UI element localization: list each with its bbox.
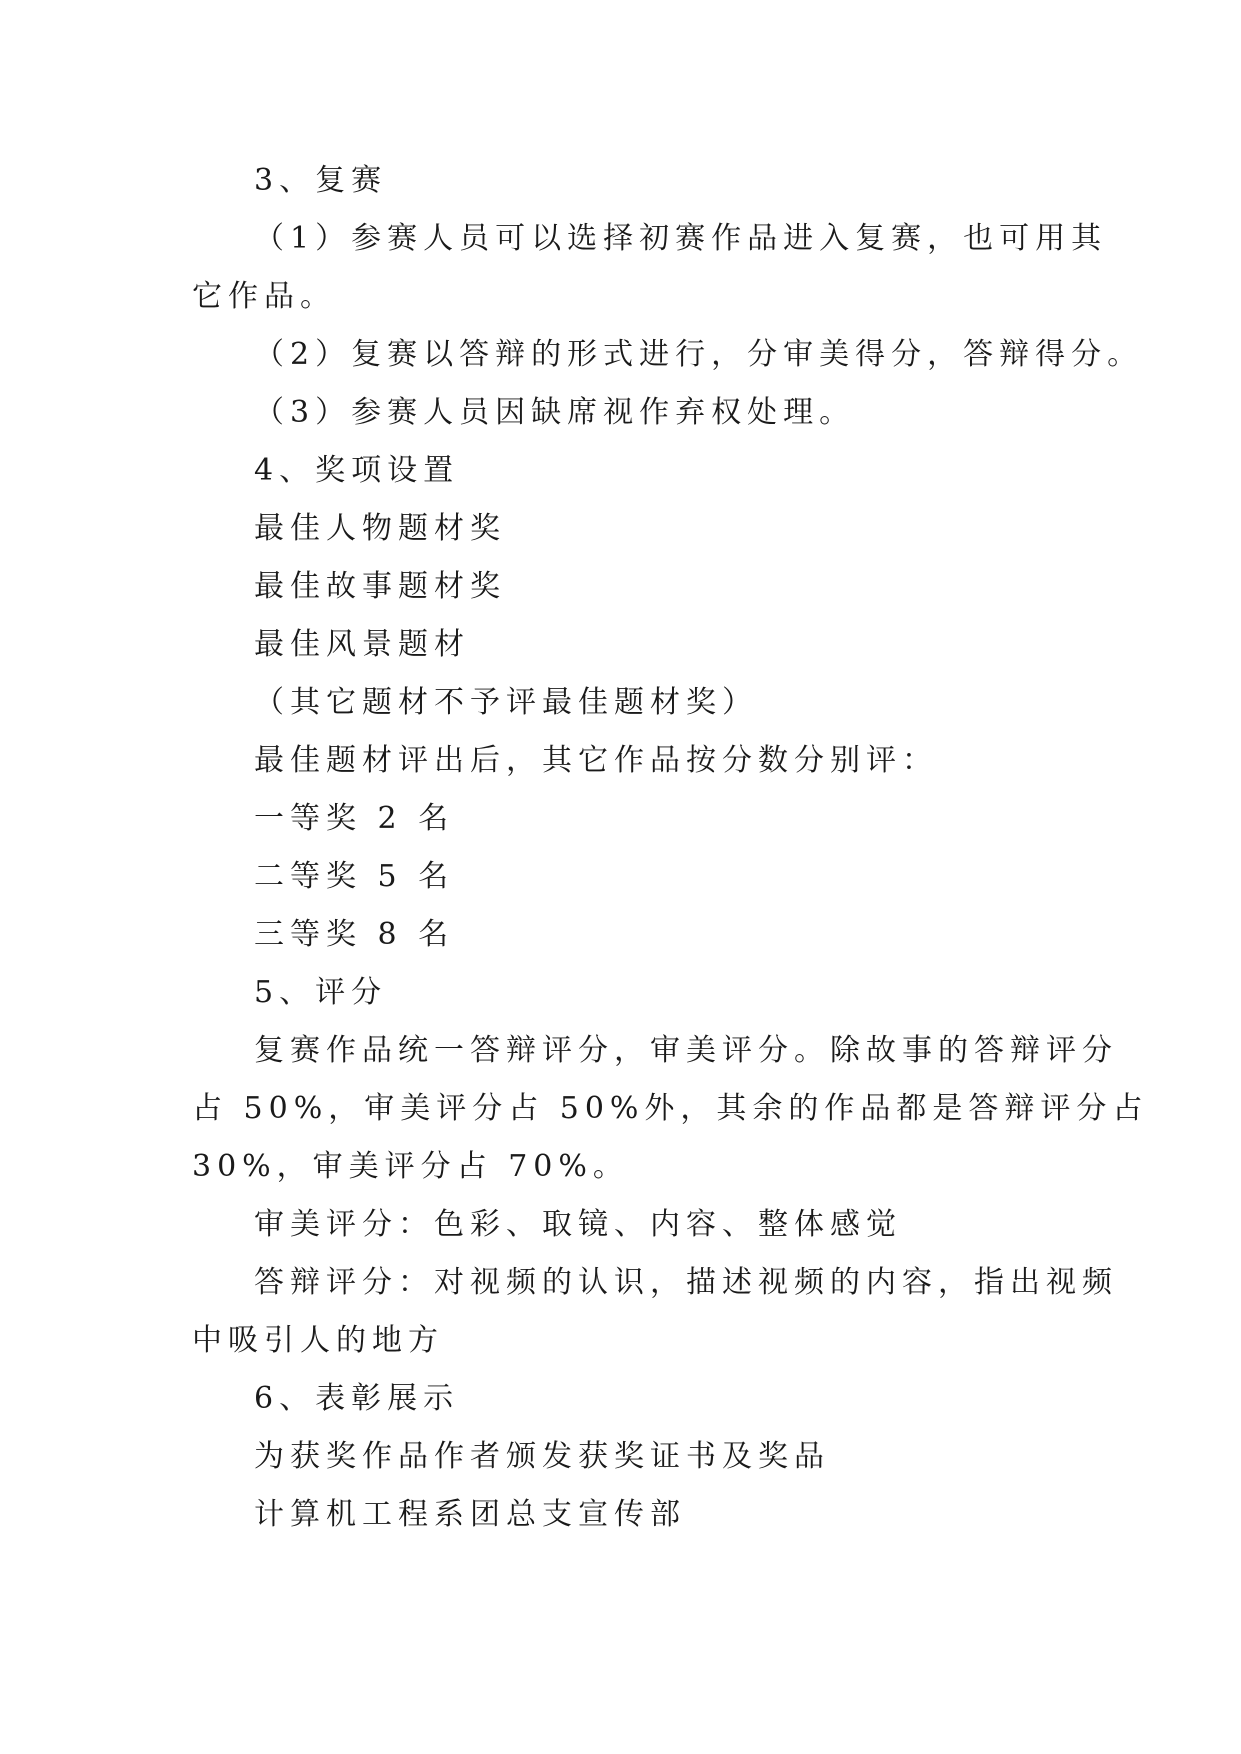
prize-tier: 一等奖 2 名 — [254, 801, 455, 836]
section-heading-scoring: 5、评分 — [254, 975, 388, 1010]
paragraph-line: 复赛作品统一答辩评分，审美评分。除故事的答辩评分 — [254, 1033, 1118, 1068]
prize-tier: 三等奖 8 名 — [254, 917, 455, 952]
section-heading-rematch: 3、复赛 — [254, 163, 388, 198]
paragraph-line: （2）复赛以答辩的形式进行，分审美得分，答辩得分。 — [254, 337, 1144, 372]
award-note: （其它题材不予评最佳题材奖） — [254, 685, 758, 720]
paragraph-line: 答辩评分：对视频的认识，描述视频的内容，指出视频 — [254, 1265, 1118, 1300]
award-item: 最佳人物题材奖 — [254, 511, 506, 546]
paragraph-line: 占 50%，审美评分占 50%外，其余的作品都是答辩评分占 — [192, 1091, 1149, 1126]
paragraph-line: （3）参赛人员因缺席视作弃权处理。 — [254, 395, 856, 430]
paragraph-line: （1）参赛人员可以选择初赛作品进入复赛，也可用其 — [254, 221, 1108, 256]
paragraph-line: 最佳题材评出后，其它作品按分数分别评： — [254, 743, 938, 778]
section-heading-awards: 4、奖项设置 — [254, 453, 460, 488]
award-item: 最佳风景题材 — [254, 627, 470, 662]
paragraph-line: 30%，审美评分占 70%。 — [192, 1149, 629, 1184]
award-item: 最佳故事题材奖 — [254, 569, 506, 604]
paragraph-line: 中吸引人的地方 — [192, 1323, 444, 1358]
paragraph-line: 审美评分：色彩、取镜、内容、整体感觉 — [254, 1207, 902, 1242]
paragraph-line: 为获奖作品作者颁发获奖证书及奖品 — [254, 1439, 830, 1474]
signature-department: 计算机工程系团总支宣传部 — [254, 1497, 686, 1532]
paragraph-line: 它作品。 — [192, 279, 336, 314]
prize-tier: 二等奖 5 名 — [254, 859, 455, 894]
section-heading-recognition: 6、表彰展示 — [254, 1381, 460, 1416]
